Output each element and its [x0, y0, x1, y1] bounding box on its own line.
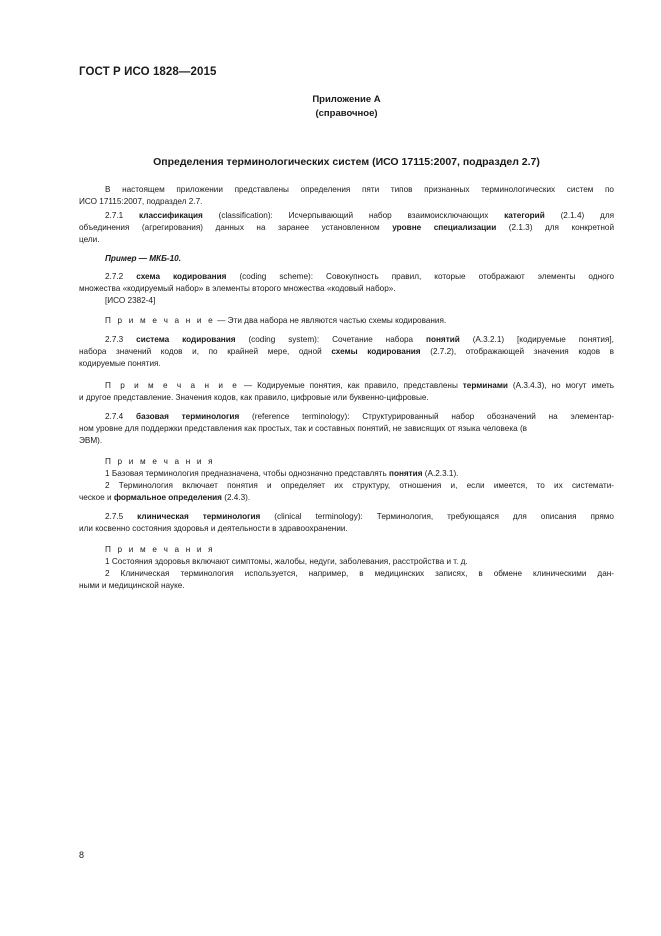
notes-2-7-4: П р и м е ч а н и я 1 Базовая терминология предназначена, чтобы однозначно представлять понятия (А.2.3.1). 2 Терминология включает понятия и определяет их структуру, отношения и, если имеется, то их системати- ческое и формальное определения (2.4.3). [79, 457, 614, 502]
def-term: клиническая терминология [137, 512, 261, 521]
annex-type: (справочное) [315, 108, 378, 119]
def-term: базовая терминология [136, 412, 240, 421]
def-number: 2.7.5 [105, 512, 124, 521]
definition-2-7-4: 2.7.4 базовая терминология (reference terminology): Структурированный набор обозначений на элементар- ном уровне для поддержки представления как простых, так и составных понятий, не зависящих от языка человека (в ЭВМ). [79, 412, 614, 445]
notes-2-7-5: П р и м е ч а н и я 1 Состояния здоровья включают симптомы, жалобы, недуги, заболевания, расстройства и т. д. 2 Клиническая терминология используется, например, в медицинских записях, в обмене клиническими дан- ными и медицинской науке. [79, 545, 614, 590]
def-number: 2.7.1 [105, 211, 124, 220]
intro-line-1: В настоящем приложении представлены определения пяти типов признанных терминологических систем по [105, 185, 614, 194]
notes-label: П р и м е ч а н и я [105, 545, 215, 554]
def-term: система кодирования [136, 335, 236, 344]
note-2-7-2: П р и м е ч а н и е — Эти два набора не являются частью схемы кодирования. [105, 316, 447, 325]
section-title: Определения терминологических систем (ИСО 17115:2007, подраздел 2.7) [153, 156, 540, 168]
example-2-7-1: Пример — МКБ-10. [105, 254, 181, 263]
note-label: П р и м е ч а н и е [105, 381, 239, 390]
definition-2-7-5: 2.7.5 клиническая терминология (clinical terminology): Терминология, требующаяся для описания прямо или косвенно состояния здоровья и деятельности в здравоохранении. [79, 512, 614, 533]
def-term: классификация [139, 211, 203, 220]
source-reference: [ИСО 2382-4] [105, 296, 156, 305]
annex-heading [79, 93, 614, 121]
def-number: 2.7.3 [105, 335, 124, 344]
note-2-7-3: П р и м е ч а н и е — Кодируемые понятия, как правило, представлены терминами (А.3.4.3), но могут иметь и другое представление. Значения кодов, как правило, цифровые или буквенно-цифровые. [79, 381, 614, 402]
document-header: ГОСТ Р ИСО 1828—2015 [79, 66, 217, 78]
definition-2-7-1: 2.7.1 классификация (classification): Исчерпывающий набор взаимоисключающих категорий (2.1.4) для объединения (агрегирования) данных на заранее установленном уровне специализации (2.1.3) для конкретной цели. [79, 211, 615, 244]
intro-paragraph [79, 184, 614, 208]
def-number: 2.7.2 [105, 272, 124, 281]
definition-2-7-3: 2.7.3 система кодирования (coding system): Сочетание набора понятий (А.3.2.1) [кодируемые понятия], набора значений кодов и, по крайней мере, одной схемы кодирования (2.7.2), отображающей значения кодов в кодируемые понятия. [79, 335, 615, 368]
note-label: П р и м е ч а н и е [105, 316, 215, 325]
def-term: схема кодирования [136, 272, 227, 281]
definition-2-7-2: 2.7.2 схема кодирования (coding scheme): Совокупность правил, которые отображают элементы одного множества «кодируемый набор» в элементы второго множества «кодовый набор». [ИСО 2382-4] [79, 272, 615, 305]
def-number: 2.7.4 [105, 412, 124, 421]
intro-line-2: ИСО 17115:2007, подраздел 2.7. [79, 197, 203, 206]
notes-label: П р и м е ч а н и я [105, 457, 215, 466]
page-number: 8 [79, 850, 85, 860]
annex-label: Приложение А [312, 94, 381, 105]
